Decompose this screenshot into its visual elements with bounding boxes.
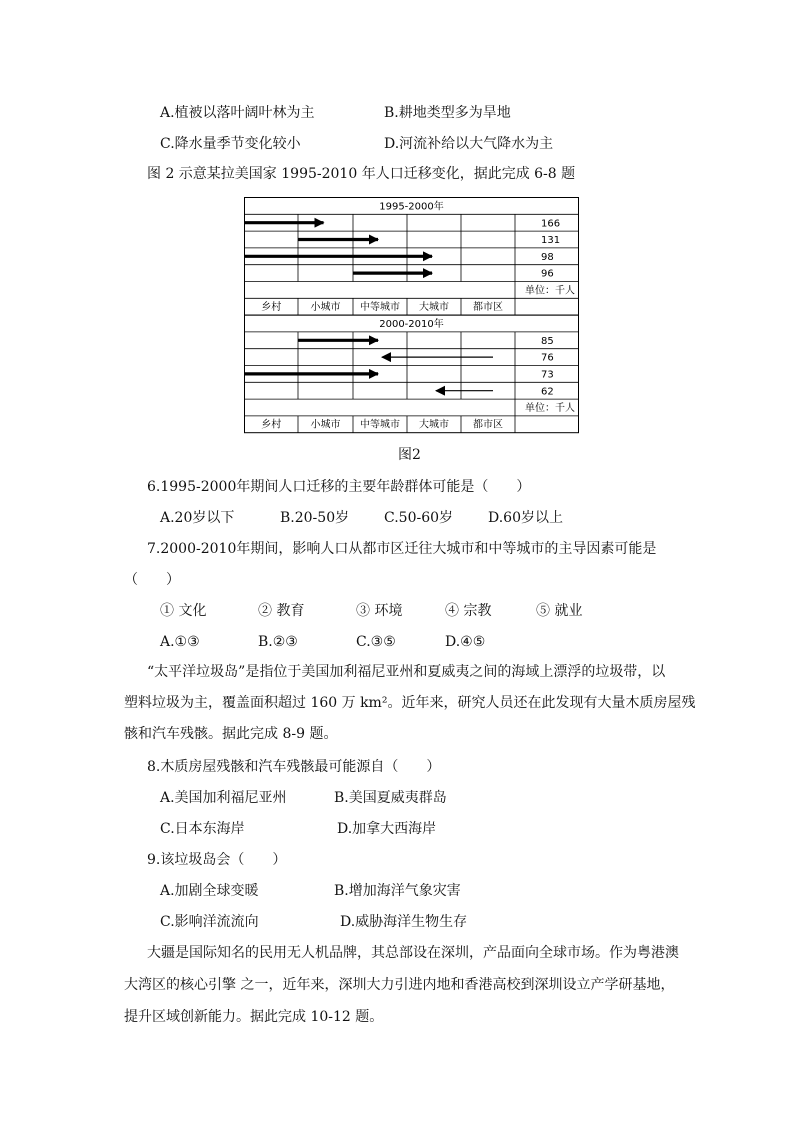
chart-grid [245, 198, 579, 433]
migration-value: 96 [541, 268, 554, 280]
q9-option-a: A.加剧全球变暖 [160, 883, 259, 899]
figure-intro: 图 2 示意某拉美国家 1995-2010 年人口迁移变化，据此完成 6-8 题 [147, 166, 576, 182]
column-label: 小城市 [310, 419, 341, 431]
q7-option-b: B.②③ [258, 634, 298, 650]
panel-title: 1995-2000年 [379, 201, 444, 213]
unit-label: 单位：千人 [525, 402, 575, 414]
q7-item-3: ③ 环境 [356, 603, 403, 619]
q7-option-c: C.③⑤ [356, 634, 396, 650]
q6-stem: 6.1995-2000年期间人口迁移的主要年龄群体可能是（ ） [147, 479, 531, 495]
migration-value: 62 [541, 386, 554, 398]
column-label: 都市区 [473, 302, 503, 314]
migration-value: 76 [541, 352, 554, 364]
unit-label: 单位：千人 [525, 285, 575, 297]
q5-option-d: D.河流补给以大气降水为主 [384, 136, 554, 152]
migration-value: 98 [541, 251, 554, 263]
q8-option-b: B.美国夏威夷群岛 [334, 790, 447, 806]
column-label: 中等城市 [360, 419, 400, 431]
column-label: 都市区 [473, 419, 503, 431]
q7-item-2: ② 教育 [258, 603, 305, 619]
q6-option-a: A.20岁以下 [160, 510, 235, 526]
passage2-line-2: 大湾区的核心引擎 之一，近年来，深圳大力引进内地和香港高校到深圳设立产学研基地， [124, 977, 675, 993]
q9-option-c: C.影响洋流流向 [160, 914, 259, 930]
q9-option-b: B.增加海洋气象灾害 [334, 883, 461, 899]
q5-option-b: B.耕地类型多为旱地 [384, 105, 511, 121]
q8-stem: 8.木质房屋残骸和汽车残骸最可能源自（ ） [147, 759, 441, 775]
figure-caption: 图2 [398, 447, 421, 463]
q6-option-b: B.20-50岁 [280, 510, 350, 526]
passage1-line-3: 骸和汽车残骸。据此完成 8-9 题。 [124, 726, 338, 742]
q7-item-4: ④ 宗教 [445, 603, 492, 619]
passage1-line-2: 塑料垃圾为主，覆盖面积超过 160 万 km²。近年来，研究人员还在此发现有大量木质房屋残 [124, 695, 696, 711]
q8-option-d: D.加拿大西海岸 [337, 821, 437, 837]
panel-title: 2000-2010年 [379, 319, 444, 331]
column-label: 小城市 [310, 302, 341, 314]
passage1-line-1: “太平洋垃圾岛”是指位于美国加利福尼亚州和夏威夷之间的海域上漂浮的垃圾带，以 [147, 664, 666, 680]
column-label: 大城市 [419, 419, 449, 431]
q6-option-d: D.60岁以上 [488, 510, 563, 526]
q7-item-5: ⑤ 就业 [536, 603, 583, 619]
column-label: 乡村 [261, 419, 282, 431]
passage2-line-3: 提升区域创新能力。据此完成 10-12 题。 [124, 1009, 384, 1025]
migration-chart [244, 197, 580, 434]
q8-option-a: A.美国加利福尼亚州 [160, 790, 287, 806]
q7-item-1: ① 文化 [160, 603, 207, 619]
column-label: 乡村 [261, 302, 282, 314]
migration-value: 131 [541, 235, 561, 247]
q9-stem: 9.该垃圾岛会（ ） [147, 852, 287, 868]
q8-option-c: C.日本东海岸 [160, 821, 245, 837]
q9-option-d: D.威胁海洋生物生存 [340, 914, 468, 930]
passage2-line-1: 大疆是国际知名的民用无人机品牌，其总部设在深圳，产品面向全球市场。作为粤港澳 [147, 945, 679, 961]
column-label: 中等城市 [360, 302, 400, 314]
q7-stem-cont: （ ） [124, 572, 180, 588]
migration-value: 166 [541, 218, 561, 230]
q6-option-c: C.50-60岁 [384, 510, 454, 526]
q7-option-a: A.①③ [160, 634, 200, 650]
q5-option-a: A.植被以落叶阔叶林为主 [160, 105, 315, 121]
column-label: 大城市 [419, 302, 449, 314]
q7-stem: 7.2000-2010年期间，影响人口从都市区迁往大城市和中等城市的主导因素可能是 [147, 541, 657, 557]
migration-value: 73 [541, 369, 554, 381]
q7-option-d: D.④⑤ [445, 634, 486, 650]
q5-option-c: C.降水量季节变化较小 [160, 136, 301, 152]
migration-value: 85 [541, 335, 554, 347]
